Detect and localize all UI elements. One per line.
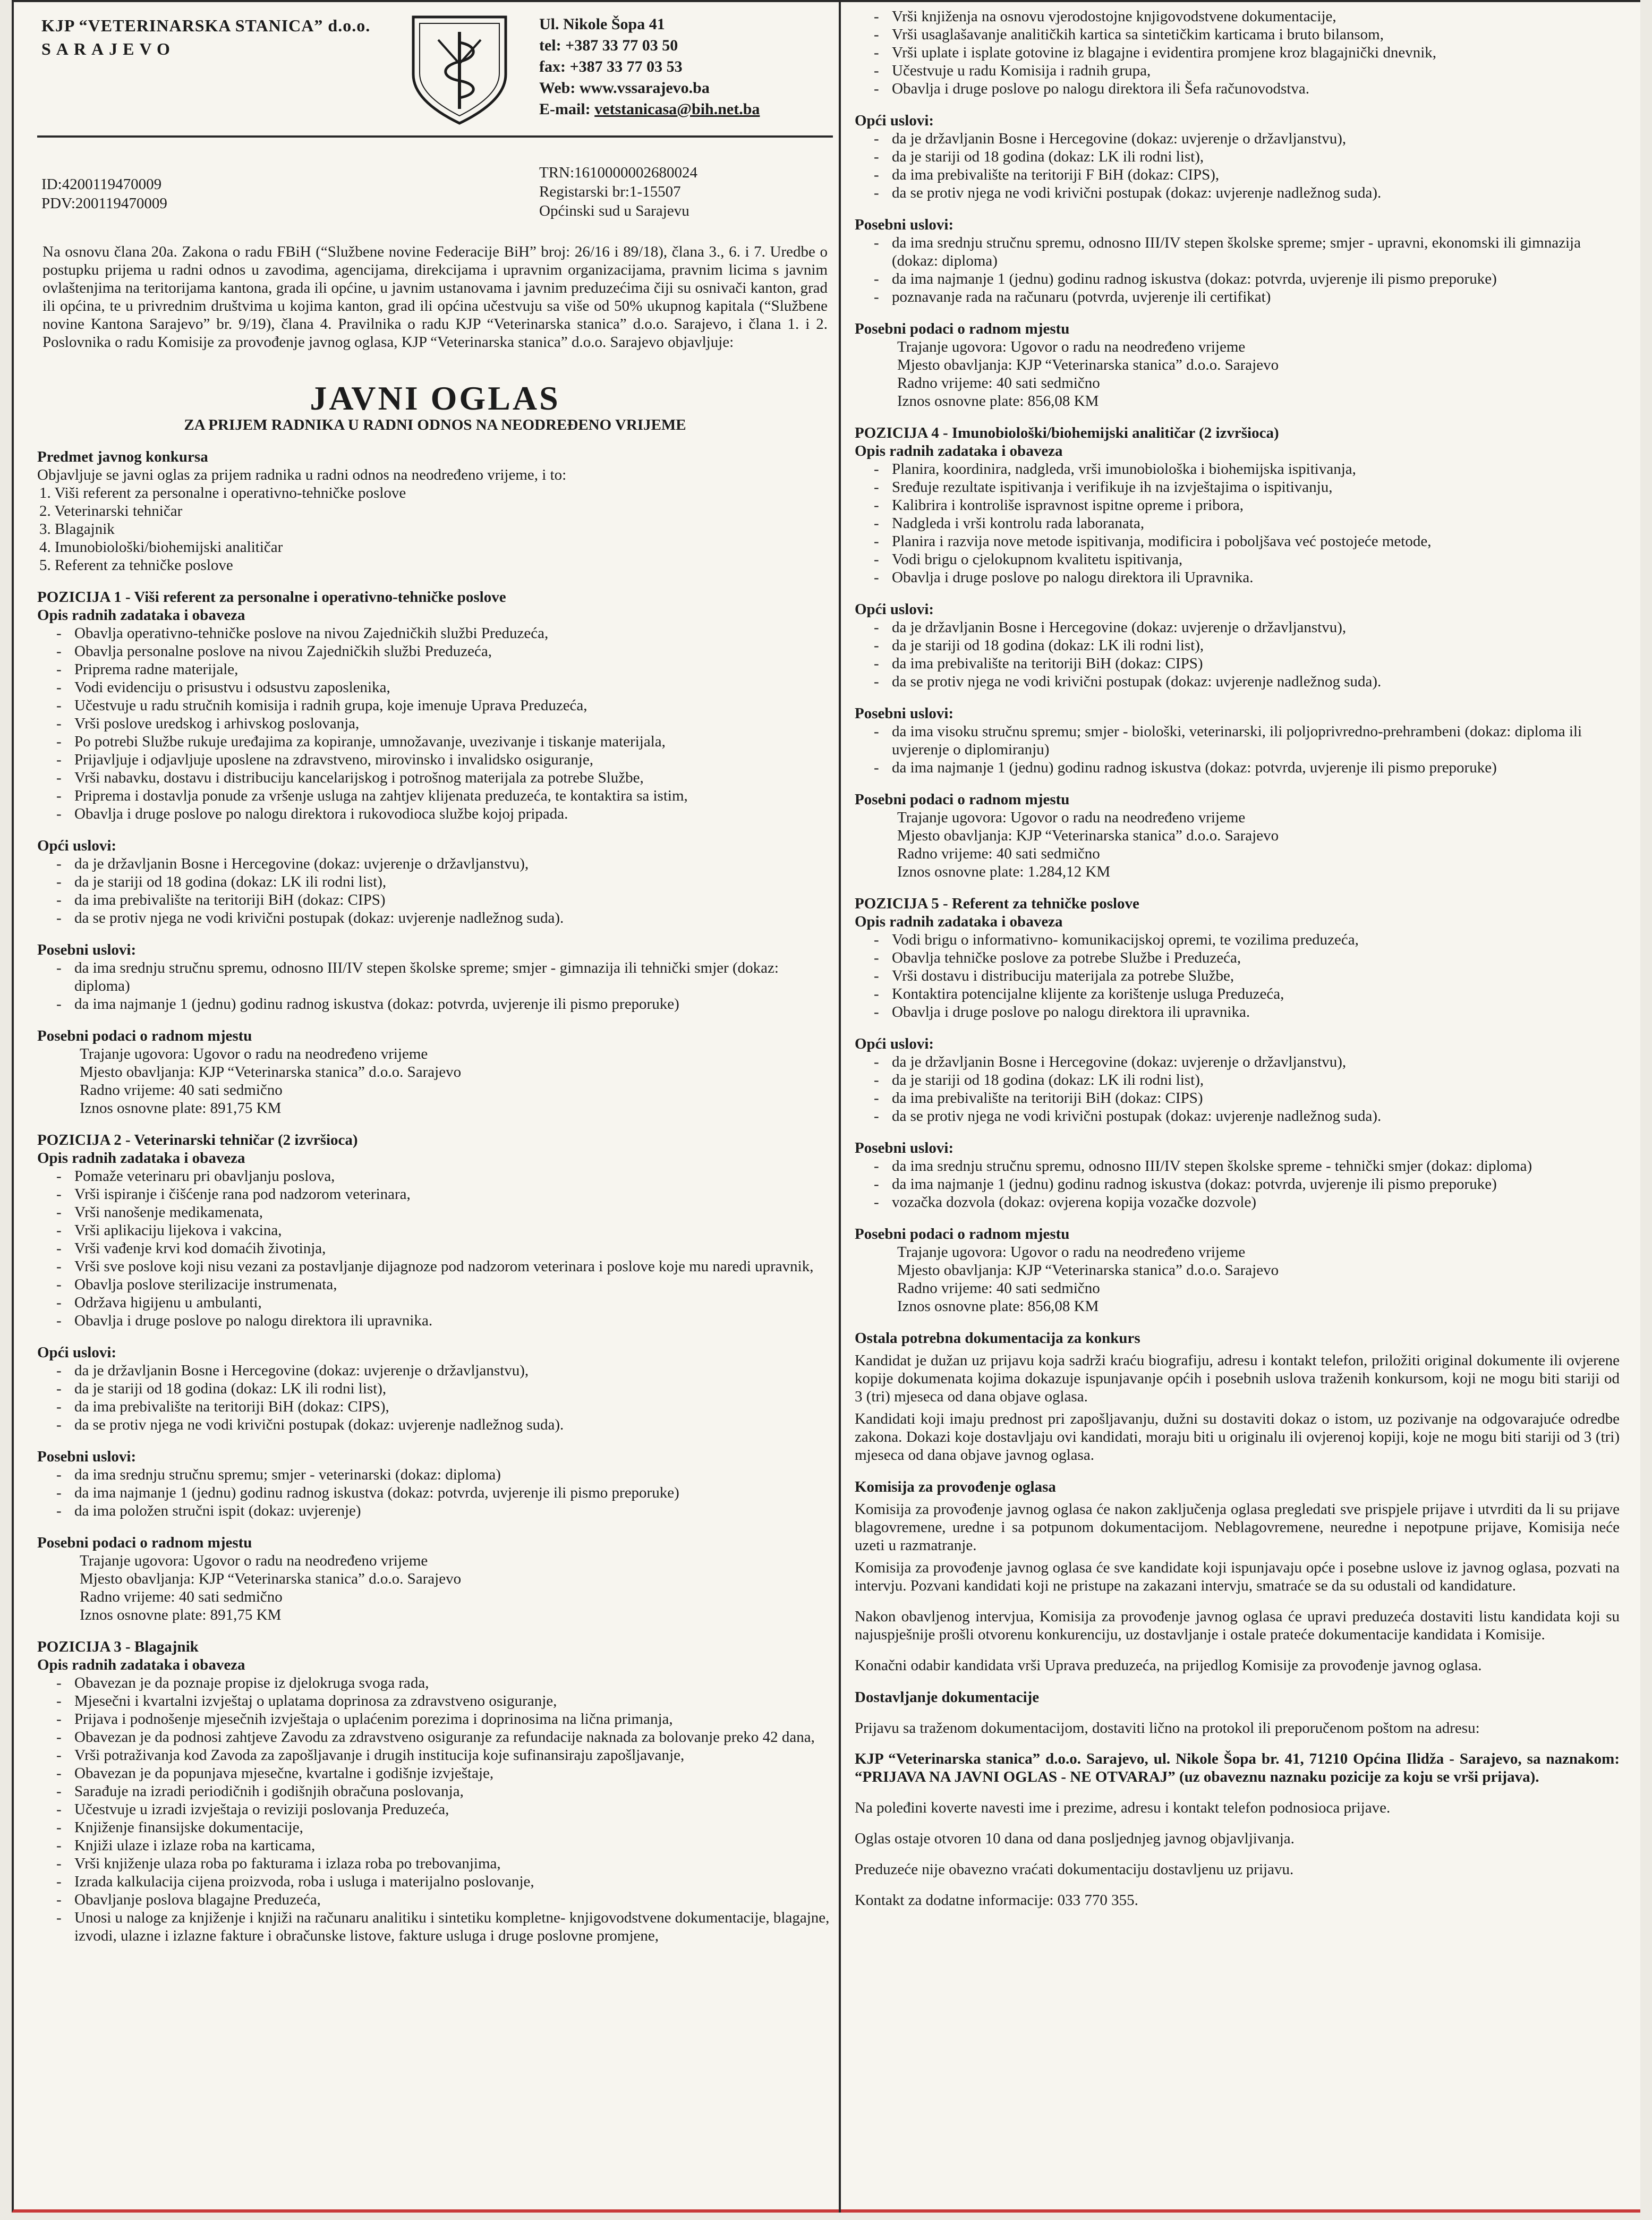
job-detail-line: Radno vrijeme: 40 sati sedmično — [897, 375, 1100, 392]
duty-item: - Učestvuje u radu stručnih komisija i radnih grupa, koje imenuje Uprava Preduzeća, — [56, 696, 833, 715]
job-detail-line: Iznos osnovne plate: 1.284,12 KM — [897, 863, 1111, 880]
duty-item: - Vrši knjiženje ulaza roba po fakturama i izlaza roba po trebovanjima, — [56, 1855, 833, 1873]
special-condition-item: - vozačka dozvola (dokaz: ovjerena kopija vozačke dozvole) — [874, 1193, 1620, 1211]
duty-item: - Vrši usaglašavanje analitičkih kartica sa sintetičkim karticama i bruto bilansom, — [874, 25, 1620, 44]
job-detail-line: Trajanje ugovora: Ugovor o radu na neodređeno vrijeme — [897, 1244, 1246, 1261]
opci-list — [855, 130, 1620, 202]
position-heading: POZICIJA 4 - Imunobiološki/biohemijski analitičar (2 izvršioca) — [855, 424, 1279, 441]
duty-item: - Knjiži ulaze i izlaze roba na karticama, — [56, 1836, 833, 1855]
duty-item: - Obavezan je da poznaje propise iz djelokruga svoga rada, — [56, 1674, 833, 1692]
special-condition-item: - poznavanje rada na računaru (potvrda, uvjerenje ili certifikat) — [874, 288, 1620, 306]
duty-item: - Vrši uplate i isplate gotovine iz blagajne i evidentira promjene kroz blagajnički dnevnik, — [874, 44, 1620, 62]
general-condition-item: - da je stariji od 18 godina (dokaz: LK ili rodni list), — [56, 1380, 833, 1398]
duty-item: - Vrši dostavu i distribuciju materijala za potrebe Službe, — [874, 967, 1620, 985]
duty-item: - Prijava i podnošenje mjesečnih izvještaja o uplaćenim porezima i doprinosima na lična primanja, — [56, 1710, 833, 1728]
job-detail-line: Mjesto obavljanja: KJP “Veterinarska stanica” d.o.o. Sarajevo — [897, 356, 1279, 373]
dostavljanje-section: Dostavljanje dokumentacije Prijavu sa traženom dokumentacijom, dostaviti lično na protokol ili preporučenom poštom na adresu: KJP “Veterinarska stanica” d.o.o. Sarajevo, ul. Nikole Šopa br. 41, 71210 Općina Ilidža - Sarajevo, sa naznakom: “PRIJAVA NA JAVNI OGLAS - NE OTVARAJ” (uz obaveznu naznaku pozicije za koju se vrši prijava). Na poleđini koverte navesti ime i prezime, adresu i kontakt telefon podnosioca prijave. Oglas ostaje otvoren 10 dana od dana posljednjeg javnog objavljivanja. Preduzeće nije obavezno vraćati dokumentaciju dostavljenu uz prijavu. Kontakt za dodatne informacije: 033 770 355. — [855, 1689, 1620, 1909]
general-condition-item: - da se protiv njega ne vodi krivični postupak (dokaz: uvjerenje nadležnog suda). — [56, 909, 833, 927]
registration-ids: ID:4200119470009 PDV:200119470009 TRN:1610000002680024 Registarski br:1-15507 Općinski sud u Sarajevu — [41, 164, 698, 219]
duty-item: - Vrši sve poslove koji nisu vezani za postavljanje dijagnoze pod nadzorom veterinara i poslove koje mu naredi upravnik, — [56, 1257, 833, 1275]
special-condition-item: - da ima najmanje 1 (jednu) godinu radnog iskustva (dokaz: potvrda, uvjerenje ili pismo preporuke) — [56, 995, 833, 1013]
duty-item: - Učestvuje u izradi izvještaja o reviziji poslovanja Preduzeća, — [56, 1800, 833, 1818]
job-detail-line: Trajanje ugovora: Ugovor o radu na neodređeno vrijeme — [80, 1552, 428, 1569]
job-detail-line: Mjesto obavljanja: KJP “Veterinarska stanica” d.o.o. Sarajevo — [897, 1262, 1279, 1279]
special-condition-item: - da ima srednju stručnu spremu, odnosno III/IV stepen školske spreme - tehnički smjer (dokaz: diploma) — [874, 1157, 1620, 1175]
duty-item: - Po potrebi Službe rukuje uređajima za kopiranje, umnožavanje, uvezivanje i tiskanje materijala, — [56, 733, 833, 751]
duty-item: - Obavezan je da popunjava mjesečne, kvartalne i godišnje izvještaje, — [56, 1764, 833, 1782]
job-detail-line: Mjesto obavljanja: KJP “Veterinarska stanica” d.o.o. Sarajevo — [80, 1570, 462, 1587]
general-condition-item: - da se protiv njega ne vodi krivični postupak (dokaz: uvjerenje nadležnog suda). — [56, 1416, 833, 1434]
duties-list — [855, 931, 1620, 1021]
ad-subtitle: ZA PRIJEM RADNIKA U RADNI ODNOS NA NEODREĐENO VRIJEME — [184, 416, 686, 433]
general-condition-item: - da ima prebivalište na teritoriji BiH (dokaz: CIPS) — [874, 1089, 1620, 1107]
opci-list — [37, 855, 833, 927]
duty-item: - Vrši nabavku, dostavu i distribuciju kancelarijskog i potrošnog materijala za potrebe Službe, — [56, 769, 833, 787]
duties-heading: Opis radnih zadataka i obaveza — [37, 1150, 245, 1167]
veterinary-shield-logo-icon — [409, 11, 510, 127]
duty-item: - Vrši nanošenje medikamenata, — [56, 1203, 833, 1221]
position-heading: POZICIJA 1 - Viši referent za personalne i operativno-tehničke poslove — [37, 589, 506, 606]
duty-item: - Vrši potraživanja kod Zavoda za zapošljavanje i drugih institucija koje sufinansiraju zapošljavanje, — [56, 1746, 833, 1764]
posebni-list — [855, 1157, 1620, 1211]
ostala-dokumentacija-section: Ostala potrebna dokumentacija za konkurs Kandidat je dužan uz prijavu koja sadrži kraću biografiju, adresu i kontakt telefon, priložiti original dokumente ili ovjerene kopije dokumenata kojima dokazuje ispunjavanje općih i posebnih uslova traženih konkursom, koji ne mogu biti stariji od 3 (tri) mjeseca od dana objave oglasa. Kandidati koji imaju prednost pri zapošljavanju, dužni su dostaviti dokaz o istom, uz pozivanje na odgovarajuće odredbe zakona. Dokazi koje dostavljaju ovi kandidati, moraju biti u originalu ili ovjerenoj kopiji, koje ne mogu biti stariji od 3 (tri) mjeseca od dana objave javnog oglasa. — [855, 1330, 1620, 1464]
email-link[interactable]: vetstanicasa@bih.net.ba — [594, 100, 760, 118]
job-detail-line: Radno vrijeme: 40 sati sedmično — [80, 1082, 283, 1099]
posebni-list — [855, 234, 1620, 306]
special-condition-item: - da ima najmanje 1 (jednu) godinu radnog iskustva (dokaz: potvrda, uvjerenje ili pismo preporuke) — [874, 759, 1620, 777]
duties-heading: Opis radnih zadataka i obaveza — [37, 1656, 245, 1673]
opci-block: Opći uslovi: - da je državljanin Bosne i Hercegovine (dokaz: uvjerenje o državljanstvu), - da je stariji od 18 godina (dokaz: LK ili rodni list), - da ima prebivalište na teritoriji F BiH (dokaz: CIPS), - da se protiv njega ne vodi krivični postupak (dokaz: uvjerenje nadležnog suda). — [855, 112, 1620, 202]
job-detail-line: Radno vrijeme: 40 sati sedmično — [897, 845, 1100, 862]
job-detail-line: Radno vrijeme: 40 sati sedmično — [897, 1280, 1100, 1297]
duty-item: - Pomaže veterinaru pri obavljanju poslova, — [56, 1167, 833, 1185]
special-condition-item: - da ima srednju stručnu spremu; smjer - veterinarski (dokaz: diploma) — [56, 1466, 833, 1484]
duty-item: - Kalibrira i kontroliše ispravnost ispitne opreme i pribora, — [874, 496, 1620, 514]
opci-list — [855, 1053, 1620, 1125]
duty-item: - Vrši poslove uredskog i arhivskog poslovanja, — [56, 715, 833, 733]
general-condition-item: - da ima prebivalište na teritoriji BiH (dokaz: CIPS), — [56, 1398, 833, 1416]
job-details-block: Posebni podaci o radnom mjestu Trajanje ugovora: Ugovor o radu na neodređeno vrijeme Mjesto obavljanja: KJP “Veterinarska stanica” d.o.o. Sarajevo Radno vrijeme: 40 sati sedmično Iznos osnovne plate: 891,75 KM — [37, 1027, 833, 1117]
duty-item: - Planira, koordinira, nadgleda, vrši imunobiološka i biohemijska ispitivanja, — [874, 460, 1620, 478]
duty-item: - Obavlja personalne poslove na nivou Zajedničkih službi Preduzeća, — [56, 642, 833, 660]
special-condition-item: - da ima visoku stručnu spremu; smjer - biološki, veterinarski, ili poljoprivredno-prehrambeni (dokaz: diploma ili uvjerenje o diplomiranju) — [874, 722, 1620, 759]
job-detail-line: Iznos osnovne plate: 891,75 KM — [80, 1100, 282, 1117]
posebni-block: Posebni uslovi: - da ima srednju stručnu spremu, odnosno III/IV stepen školske spreme; smjer - upravni, ekonomski ili gimnazija (dokaz: diploma) - da ima najmanje 1 (jednu) godinu radnog iskustva (dokaz: potvrda, uvjerenje ili pismo preporuke) - poznavanje rada na računaru (potvrda, uvjerenje ili certifikat) — [855, 216, 1620, 306]
newspaper-page — [12, 0, 1640, 2213]
duty-item: - Prijavljuje i odjavljuje uposlene na zdravstveno, mirovinsko i invalidsko osiguranje, — [56, 751, 833, 769]
right-column — [855, 7, 1620, 2201]
general-condition-item: - da se protiv njega ne vodi krivični postupak (dokaz: uvjerenje nadležnog suda). — [874, 1107, 1620, 1125]
job-detail-line: Trajanje ugovora: Ugovor o radu na neodređeno vrijeme — [897, 338, 1246, 355]
duties-heading: Opis radnih zadataka i obaveza — [855, 913, 1063, 930]
duty-item: - Nadgleda i vrši kontrolu rada laboranata, — [874, 514, 1620, 532]
column-divider — [839, 0, 841, 2213]
opci-block: Opći uslovi: - da je državljanin Bosne i Hercegovine (dokaz: uvjerenje o državljanstvu), - da je stariji od 18 godina (dokaz: LK ili rodni list), - da ima prebivalište na teritoriji BiH (dokaz: CIPS) - da se protiv njega ne vodi krivični postupak (dokaz: uvjerenje nadležnog suda). — [37, 837, 833, 927]
duty-item: - Obavezan je da podnosi zahtjeve Zavodu za zdravstveno osiguranje za refundacije naknada za bolovanje preko 42 dana, — [56, 1728, 833, 1746]
pozicija-3-part2 — [855, 7, 1620, 410]
predmet-section: Predmet javnog konkursa Objavljuje se javni oglas za prijem radnika u radni odnos na neodređeno vrijeme, i to: 1. Viši referent za personalne i operativno-tehničke poslove 2. Veterinarski tehničar 3. Blagajnik 4. Imunobiološki/biohemijski analitičar 5. Referent za tehničke poslove — [37, 448, 833, 574]
general-condition-item: - da ima prebivalište na teritoriji BiH (dokaz: CIPS) — [874, 654, 1620, 673]
duties-list — [855, 460, 1620, 586]
duty-item: - Obavlja i druge poslove po nalogu direktora ili upravnika. — [56, 1312, 833, 1330]
duty-item: - Vrši knjiženja na osnovu vjerodostojne knjigovodstvene dokumentacije, — [874, 7, 1620, 25]
top-rule — [14, 0, 1640, 2]
job-detail-line: Trajanje ugovora: Ugovor o radu na neodređeno vrijeme — [897, 809, 1246, 826]
general-condition-item: - da ima prebivalište na teritoriji BiH (dokaz: CIPS) — [56, 891, 833, 909]
pozicija-4 — [855, 424, 1620, 881]
pozicija-3-part1 — [37, 1638, 833, 1945]
opci-block: Opći uslovi: - da je državljanin Bosne i Hercegovine (dokaz: uvjerenje o državljanstvu), - da je stariji od 18 godina (dokaz: LK ili rodni list), - da ima prebivalište na teritoriji BiH (dokaz: CIPS) - da se protiv njega ne vodi krivični postupak (dokaz: uvjerenje nadležnog suda). — [855, 1035, 1620, 1125]
duty-item: - Kontaktira potencijalne klijente za korištenje usluga Preduzeća, — [874, 985, 1620, 1003]
general-condition-item: - da je državljanin Bosne i Hercegovine (dokaz: uvjerenje o državljanstvu), — [874, 1053, 1620, 1071]
job-details-block: Posebni podaci o radnom mjestu Trajanje ugovora: Ugovor o radu na neodređeno vrijeme Mjesto obavljanja: KJP “Veterinarska stanica” d.o.o. Sarajevo Radno vrijeme: 40 sati sedmično Iznos osnovne plate: 891,75 KM — [37, 1534, 833, 1624]
duty-item: - Sređuje rezultate ispitivanja i verifikuje ih na izvještajima o ispitivanju, — [874, 478, 1620, 496]
duty-item: - Vrši ispiranje i čišćenje rana pod nadzorom veterinara, — [56, 1185, 833, 1203]
opci-block: Opći uslovi: - da je državljanin Bosne i Hercegovine (dokaz: uvjerenje o državljanstvu), - da je stariji od 18 godina (dokaz: LK ili rodni list), - da ima prebivalište na teritoriji BiH (dokaz: CIPS), - da se protiv njega ne vodi krivični postupak (dokaz: uvjerenje nadležnog suda). — [37, 1343, 833, 1434]
posebni-list — [855, 722, 1620, 777]
duty-item: - Vrši aplikaciju lijekova i vakcina, — [56, 1221, 833, 1239]
special-condition-item: - da ima najmanje 1 (jednu) godinu radnog iskustva (dokaz: potvrda, uvjerenje ili pismo preporuke) — [56, 1484, 833, 1502]
duty-item: - Učestvuje u radu Komisija i radnih grupa, — [874, 62, 1620, 80]
job-detail-line: Mjesto obavljanja: KJP “Veterinarska stanica” d.o.o. Sarajevo — [897, 827, 1279, 844]
website-link[interactable]: Web: www.vssarajevo.ba — [539, 79, 710, 97]
general-condition-item: - da je državljanin Bosne i Hercegovine (dokaz: uvjerenje o državljanstvu), — [874, 618, 1620, 636]
posebni-block: Posebni uslovi: - da ima srednju stručnu spremu, odnosno III/IV stepen školske spreme - tehnički smjer (dokaz: diploma) - da ima najmanje 1 (jednu) godinu radnog iskustva (dokaz: potvrda, uvjerenje ili pismo preporuke) - vozačka dozvola (dokaz: ovjerena kopija vozačke dozvole) — [855, 1139, 1620, 1211]
duties-list — [37, 1167, 833, 1330]
duty-item: - Obavlja i druge poslove po nalogu direktora ili upravnika. — [874, 1003, 1620, 1021]
general-condition-item: - da se protiv njega ne vodi krivični postupak (dokaz: uvjerenje nadležnog suda). — [874, 673, 1620, 691]
submission-address: KJP “Veterinarska stanica” d.o.o. Sarajevo, ul. Nikole Šopa br. 41, 71210 Općina Ilidža - Sarajevo, sa naznakom: “PRIJAVA NA JAVNI OGLAS - NE OTVARAJ” (uz obaveznu naznaku pozicije za koju se vrši prijava). — [855, 1750, 1620, 1785]
general-condition-item: - da je stariji od 18 godina (dokaz: LK ili rodni list), — [874, 148, 1620, 166]
opci-block: Opći uslovi: - da je državljanin Bosne i Hercegovine (dokaz: uvjerenje o državljanstvu), - da je stariji od 18 godina (dokaz: LK ili rodni list), - da ima prebivalište na teritoriji BiH (dokaz: CIPS) - da se protiv njega ne vodi krivični postupak (dokaz: uvjerenje nadležnog suda). — [855, 600, 1620, 691]
job-details-block: Posebni podaci o radnom mjestu Trajanje ugovora: Ugovor o radu na neodređeno vrijeme Mjesto obavljanja: KJP “Veterinarska stanica” d.o.o. Sarajevo Radno vrijeme: 40 sati sedmično Iznos osnovne plate: 856,08 KM — [855, 1225, 1620, 1315]
duty-item: - Vodi evidenciju o prisustvu i odsustvu zaposlenika, — [56, 678, 833, 696]
duty-item: - Unosi u naloge za knjiženje i knjiži na računaru analitiku i sintetiku kompletne- knjigovodstvene dokumentacije, blagajne, izvodi, ulazne i izlazne fakture i obračunske listove, fakture usluga i druge poslovne promjene, — [56, 1909, 833, 1945]
duty-item: - Priprema i dostavlja ponude za vršenje usluga na zahtjev klijenata preduzeća, te kontaktira sa istim, — [56, 787, 833, 805]
position-list-item: 4. Imunobiološki/biohemijski analitičar — [39, 538, 833, 556]
duty-item: - Priprema radne materijale, — [56, 660, 833, 678]
duty-item: - Vrši vađenje krvi kod domaćih životinja, — [56, 1239, 833, 1257]
duty-item: - Obavlja operativno-tehničke poslove na nivou Zajedničkih službi Preduzeća, — [56, 624, 833, 642]
general-condition-item: - da se protiv njega ne vodi krivični postupak (dokaz: uvjerenje nadležnog suda). — [874, 184, 1620, 202]
contact-block: Ul. Nikole Šopa 41 tel: +387 33 77 03 50 fax: +387 33 77 03 53 Web: www.vssarajevo.ba E-mail: vetstanicasa@bih.net.ba — [539, 15, 760, 118]
posebni-list — [37, 1466, 833, 1520]
duty-item: - Mjesečni i kvartalni izvještaj o uplatama doprinosa za zdravstveno osiguranje, — [56, 1692, 833, 1710]
special-condition-item: - da ima položen stručni ispit (dokaz: uvjerenje) — [56, 1502, 833, 1520]
company-name: KJP “VETERINARSKA STANICA” d.o.o. SARAJEVO — [41, 16, 371, 58]
duties-list — [37, 1674, 833, 1945]
legal-intro: Na osnovu člana 20a. Zakona o radu FBiH (“Službene novine Federacije BiH” broj: 26/16 i 89/18), člana 3., 6. i 7. Uredbe o postupku prijema u radni odnos u zavodima, agencijama, direkcijama i upravnim organizacijama, pravnim licima s javnim ovlaštenjima na teritorijama kantona, grada ili općine, u javnim ustanovama i javnim preduzećima čiji su osnivači kanton, grad ili općina, te u privrednim društvima u kojima kanton, grad ili općina učestvuju sa više od 50% ukupnog kapitala (“Službene novine Kantona Sarajevo” br. 9/19), člana 4. Pravilnika o radu KJP “Veterinarska stanica” d.o.o. Sarajevo, i člana 1. i 2. Poslovnika o radu Komisije za provođenje javnog oglasa, KJP “Veterinarska stanica” d.o.o. Sarajevo objavljuje: — [42, 243, 828, 351]
job-detail-line: Iznos osnovne plate: 856,08 KM — [897, 1298, 1099, 1315]
opci-list — [855, 618, 1620, 691]
letterhead — [37, 7, 833, 138]
posebni-block: Posebni uslovi: - da ima srednju stručnu spremu; smjer - veterinarski (dokaz: diploma) - da ima najmanje 1 (jednu) godinu radnog iskustva (dokaz: potvrda, uvjerenje ili pismo preporuke) - da ima položen stručni ispit (dokaz: uvjerenje) — [37, 1448, 833, 1520]
duty-item: - Vodi brigu o informativno- komunikacijskoj opremi, te vozilima preduzeća, — [874, 931, 1620, 949]
duties-heading: Opis radnih zadataka i obaveza — [37, 607, 245, 624]
duty-item: - Vodi brigu o cjelokupnom kvalitetu ispitivanja, — [874, 550, 1620, 568]
general-condition-item: - da je državljanin Bosne i Hercegovine (dokaz: uvjerenje o državljanstvu), — [56, 855, 833, 873]
job-details-block: Posebni podaci o radnom mjestu Trajanje ugovora: Ugovor o radu na neodređeno vrijeme Mjesto obavljanja: KJP “Veterinarska stanica” d.o.o. Sarajevo Radno vrijeme: 40 sati sedmično Iznos osnovne plate: 856,08 KM — [855, 320, 1620, 410]
general-condition-item: - da je državljanin Bosne i Hercegovine (dokaz: uvjerenje o državljanstvu), — [56, 1362, 833, 1380]
duty-item: - Obavlja tehničke poslove za potrebe Službe i Preduzeća, — [874, 949, 1620, 967]
contact-phone: Kontakt za dodatne informacije: 033 770 355. — [855, 1892, 1138, 1909]
position-list-item: 2. Veterinarski tehničar — [39, 502, 833, 520]
position-list-item: 5. Referent za tehničke poslove — [39, 556, 833, 574]
posebni-block: Posebni uslovi: - da ima visoku stručnu spremu; smjer - biološki, veterinarski, ili poljoprivredno-prehrambeni (dokaz: diploma ili uvjerenje o diplomiranju) - da ima najmanje 1 (jednu) godinu radnog iskustva (dokaz: potvrda, uvjerenje ili pismo preporuke) — [855, 704, 1620, 777]
duty-item: - Obavlja i druge poslove po nalogu direktora ili Šefa računovodstva. — [874, 80, 1620, 98]
special-condition-item: - da ima srednju stručnu spremu, odnosno III/IV stepen školske spreme; smjer - gimnazija ili tehnički smjer (dokaz: diploma) — [56, 959, 833, 995]
duty-item: - Knjiženje finansijske dokumentacije, — [56, 1818, 833, 1836]
opci-list — [37, 1362, 833, 1434]
duty-item: - Obavlja i druge poslove po nalogu direktora i rukovodioca službe kojoj pripada. — [56, 805, 833, 823]
ad-title: JAVNI OGLAS — [310, 379, 560, 417]
position-list-item: 3. Blagajnik — [39, 520, 833, 538]
special-condition-item: - da ima najmanje 1 (jednu) godinu radnog iskustva (dokaz: potvrda, uvjerenje ili pismo preporuke) — [874, 270, 1620, 288]
komisija-section: Komisija za provođenje oglasa Komisija za provođenje javnog oglasa će nakon zaključenja oglasa pregledati sve prispjele prijave i utvrditi da li su prijave blagovremene, uredne i sa potpunom dokumentacijom. Neblagovremene, neuredne i nepotpune prijave, Komisija neće uzeti u razmatranje. Komisija za provođenje javnog oglasa će sve kandidate koji ispunjavaju opće i posebne uslove iz javnog oglasa, pozvati na intervju. Pozvani kandidati koji ne pristupe na zakazani intervju, smatraće se da su odustali od kandidature. Nakon obavljenog intervjua, Komisija za provođenje javnog oglasa će upravi preduzeća dostaviti listu kandidata koji su najuspješnije prošli otvorenu konkurenciju, uz dostavljanje i ostale prateće dokumentacije kandidata i Komisije. Konačni odabir kandidata vrši Uprava preduzeća, na prijedlog Komisije za provođenje javnog oglasa. — [855, 1478, 1620, 1674]
general-condition-item: - da je stariji od 18 godina (dokaz: LK ili rodni list), — [56, 873, 833, 891]
job-detail-line: Iznos osnovne plate: 891,75 KM — [80, 1606, 282, 1623]
general-condition-item: - da ima prebivalište na teritoriji F BiH (dokaz: CIPS), — [874, 166, 1620, 184]
posebni-block: Posebni uslovi: - da ima srednju stručnu spremu, odnosno III/IV stepen školske spreme; smjer - gimnazija ili tehnički smjer (dokaz: diploma) - da ima najmanje 1 (jednu) godinu radnog iskustva (dokaz: potvrda, uvjerenje ili pismo preporuke) — [37, 941, 833, 1013]
duty-item: - Održava higijenu u ambulanti, — [56, 1294, 833, 1312]
pozicija-5 — [855, 895, 1620, 1315]
duty-item: - Planira i razvija nove metode ispitivanja, modificira i poboljšava već postojeće metode, — [874, 532, 1620, 550]
pozicija-1 — [37, 588, 833, 1117]
special-condition-item: - da ima srednju stručnu spremu, odnosno III/IV stepen školske spreme; smjer - upravni, ekonomski ili gimnazija (dokaz: diploma) — [874, 234, 1620, 270]
duty-item: - Obavlja poslove sterilizacije instrumenata, — [56, 1275, 833, 1294]
duty-item: - Obavlja i druge poslove po nalogu direktora ili Upravnika. — [874, 568, 1620, 586]
pozicija-2 — [37, 1131, 833, 1624]
job-detail-line: Trajanje ugovora: Ugovor o radu na neodređeno vrijeme — [80, 1045, 428, 1062]
posebni-list — [37, 959, 833, 1013]
duty-item: - Sarađuje na izradi periodičnih i godišnjih obračuna poslovanja, — [56, 1782, 833, 1800]
duty-item: - Obavljanje poslova blagajne Preduzeća, — [56, 1891, 833, 1909]
duties-list — [37, 624, 833, 823]
special-condition-item: - da ima najmanje 1 (jednu) godinu radnog iskustva (dokaz: potvrda, uvjerenje ili pismo preporuke) — [874, 1175, 1620, 1193]
duties-heading: Opis radnih zadataka i obaveza — [855, 443, 1063, 460]
left-column — [37, 7, 833, 2201]
job-detail-line: Iznos osnovne plate: 856,08 KM — [897, 393, 1099, 410]
general-condition-item: - da je državljanin Bosne i Hercegovine (dokaz: uvjerenje o državljanstvu), — [874, 130, 1620, 148]
duty-item: - Izrada kalkulacija cijena proizvoda, roba i usluga i materijalno poslovanje, — [56, 1873, 833, 1891]
position-list-item: 1. Viši referent za personalne i operativno-tehničke poslove — [39, 484, 833, 502]
job-details-block: Posebni podaci o radnom mjestu Trajanje ugovora: Ugovor o radu na neodređeno vrijeme Mjesto obavljanja: KJP “Veterinarska stanica” d.o.o. Sarajevo Radno vrijeme: 40 sati sedmično Iznos osnovne plate: 1.284,12 KM — [855, 790, 1620, 881]
position-heading: POZICIJA 2 - Veterinarski tehničar (2 izvršioca) — [37, 1132, 358, 1149]
position-heading: POZICIJA 3 - Blagajnik — [37, 1638, 199, 1655]
general-condition-item: - da je stariji od 18 godina (dokaz: LK ili rodni list), — [874, 636, 1620, 654]
general-condition-item: - da je stariji od 18 godina (dokaz: LK ili rodni list), — [874, 1071, 1620, 1089]
job-detail-line: Radno vrijeme: 40 sati sedmično — [80, 1588, 283, 1605]
duties-list-continued — [855, 7, 1620, 98]
position-heading: POZICIJA 5 - Referent za tehničke poslove — [855, 895, 1139, 912]
job-detail-line: Mjesto obavljanja: KJP “Veterinarska stanica” d.o.o. Sarajevo — [80, 1064, 462, 1081]
